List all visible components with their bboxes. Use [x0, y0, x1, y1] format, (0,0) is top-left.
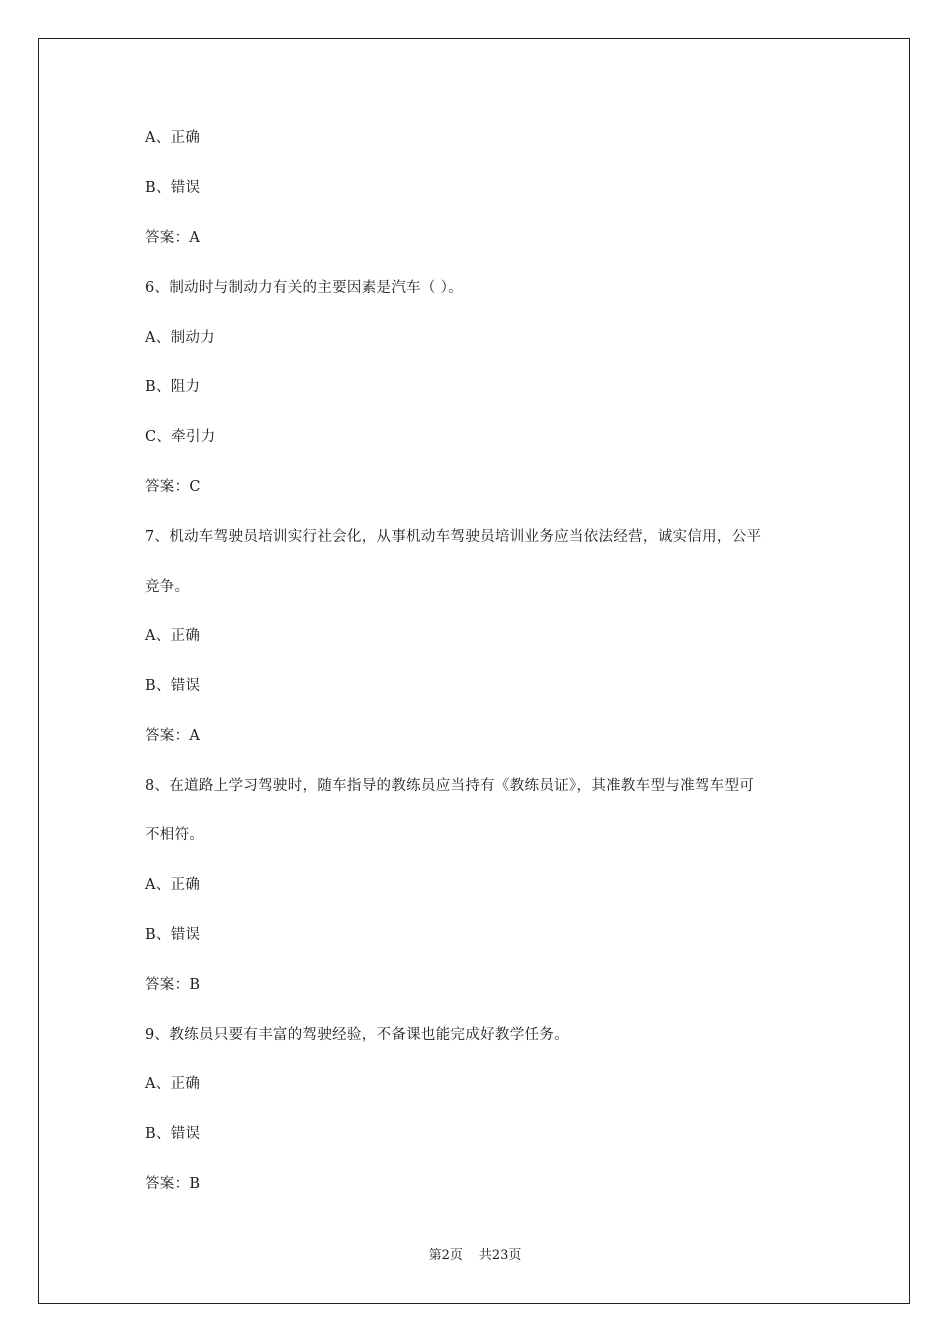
option-b-q6: B、阻力: [145, 379, 201, 395]
option-b-q9: B、错误: [145, 1126, 201, 1142]
answer-q9: 答案：B: [145, 1176, 201, 1192]
answer-q6: 答案：C: [145, 479, 201, 495]
option-b-q7: B、错误: [145, 678, 201, 694]
option-a-q9: A、正确: [145, 1076, 201, 1092]
question-8-continuation: 不相符。: [145, 827, 205, 843]
question-6: 6、制动时与制动力有关的主要因素是汽车（ ）。: [145, 280, 463, 296]
option-c-q6: C、牵引力: [145, 429, 216, 445]
option-b-q5: B、错误: [145, 180, 201, 196]
page-total: 共23页: [478, 1248, 522, 1263]
page-number: 第2页: [428, 1248, 463, 1263]
answer-q5: 答案：A: [145, 230, 201, 246]
option-a-q5: A、正确: [145, 130, 201, 146]
question-8: 8、在道路上学习驾驶时，随车指导的教练员应当持有《教练员证》，其准教车型与准驾车型可: [145, 778, 755, 794]
page-footer: [0, 1247, 950, 1265]
option-a-q6: A、制动力: [145, 330, 215, 346]
question-9: 9、教练员只要有丰富的驾驶经验，不备课也能完成好教学任务。: [145, 1027, 569, 1043]
option-b-q8: B、错误: [145, 927, 201, 943]
option-a-q8: A、正确: [145, 877, 201, 893]
option-a-q7: A、正确: [145, 628, 201, 644]
answer-q8: 答案：B: [145, 977, 201, 993]
question-7: 7、机动车驾驶员培训实行社会化，从事机动车驾驶员培训业务应当依法经营，诚实信用，公平: [145, 529, 762, 545]
question-7-continuation: 竞争。: [145, 579, 190, 595]
answer-q7: 答案：A: [145, 728, 201, 744]
